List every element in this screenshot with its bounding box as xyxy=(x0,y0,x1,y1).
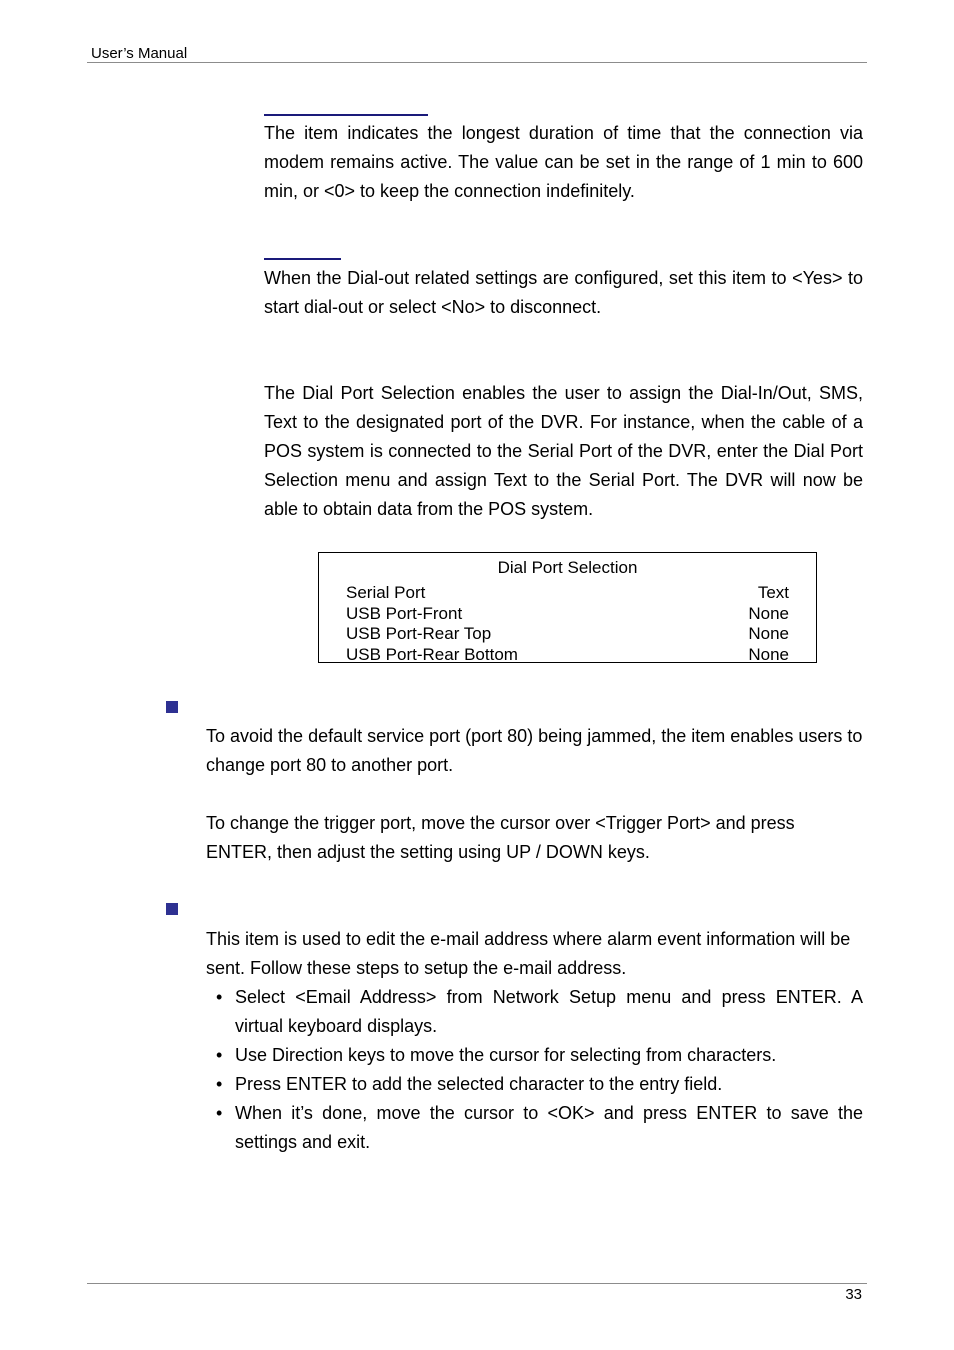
section-square-icon xyxy=(166,701,178,713)
section-square-icon xyxy=(166,903,178,915)
menu-row[interactable] xyxy=(346,645,789,666)
trigger-port-instructions: To change the trigger port, move the cursor over <Trigger Port> and press ENTER, then adjust the setting using UP / DOWN keys. xyxy=(206,813,795,862)
list-item: • When it’s done, move the cursor to <OK> and press ENTER to save the settings and exit. xyxy=(213,1099,863,1157)
menu-row-value: None xyxy=(748,603,789,623)
header-title: User’s Manual xyxy=(91,45,188,62)
menu-row-value: None xyxy=(748,644,789,664)
menu-row-label: USB Port-Front xyxy=(346,603,463,623)
menu-row[interactable] xyxy=(346,583,789,604)
dial-paragraph: When the Dial-out related settings are configured, set this item to <Yes> to start dial-out or select <No> to disconnect. xyxy=(264,268,863,317)
trigger-port-paragraph: To avoid the default service port (port 80) being jammed, the item enables users to change port 80 to another port. xyxy=(206,726,863,775)
email-steps-list xyxy=(213,983,863,1157)
menu-row[interactable] xyxy=(346,624,789,645)
footer-divider xyxy=(87,1283,867,1284)
dial-port-selection-menu xyxy=(318,552,817,663)
menu-title: Dial Port Selection xyxy=(497,558,638,577)
heading-underline-dial xyxy=(264,258,341,260)
menu-row[interactable] xyxy=(346,604,789,625)
menu-row-value: None xyxy=(748,624,789,643)
bullet-icon: • xyxy=(216,1074,223,1094)
bullet-icon: • xyxy=(216,1103,223,1123)
list-item: • Use Direction keys to move the cursor for selecting from characters. xyxy=(213,1041,863,1070)
page-number: 33 xyxy=(845,1286,862,1303)
email-paragraph: This item is used to edit the e-mail address where alarm event information will be sent. Follow these steps to setup the e-mail address. xyxy=(206,929,851,978)
menu-row-label: USB Port-Rear Top xyxy=(346,624,492,643)
list-item: • Press ENTER to add the selected character to the entry field. xyxy=(213,1070,863,1099)
dial-port-paragraph: The Dial Port Selection enables the user to assign the Dial-In/Out, SMS, Text to the designated port of the DVR. For instance, when the cable of a POS system is connected to the Serial Port of the DVR, enter the Dial Port Selection menu and assign Text to the Serial Port. The DVR will now be able to obtain data from the POS system. xyxy=(264,383,863,519)
header-divider xyxy=(87,62,867,63)
menu-row-label: USB Port-Rear Bottom xyxy=(346,644,518,664)
duration-paragraph: The item indicates the longest duration of time that the connection via modem remains active. The value can be set in the range of 1 min to 600 min, or <0> to keep the connection indefinitely. xyxy=(264,123,863,201)
list-item: • Select <Email Address> from Network Setup menu and press ENTER. A virtual keyboard displays. xyxy=(213,983,863,1041)
menu-row-value: Text xyxy=(757,583,789,602)
menu-row-label: Serial Port xyxy=(346,583,426,602)
bullet-icon: • xyxy=(216,987,223,1007)
bullet-icon: • xyxy=(216,1045,223,1065)
heading-underline-duration xyxy=(264,114,428,116)
